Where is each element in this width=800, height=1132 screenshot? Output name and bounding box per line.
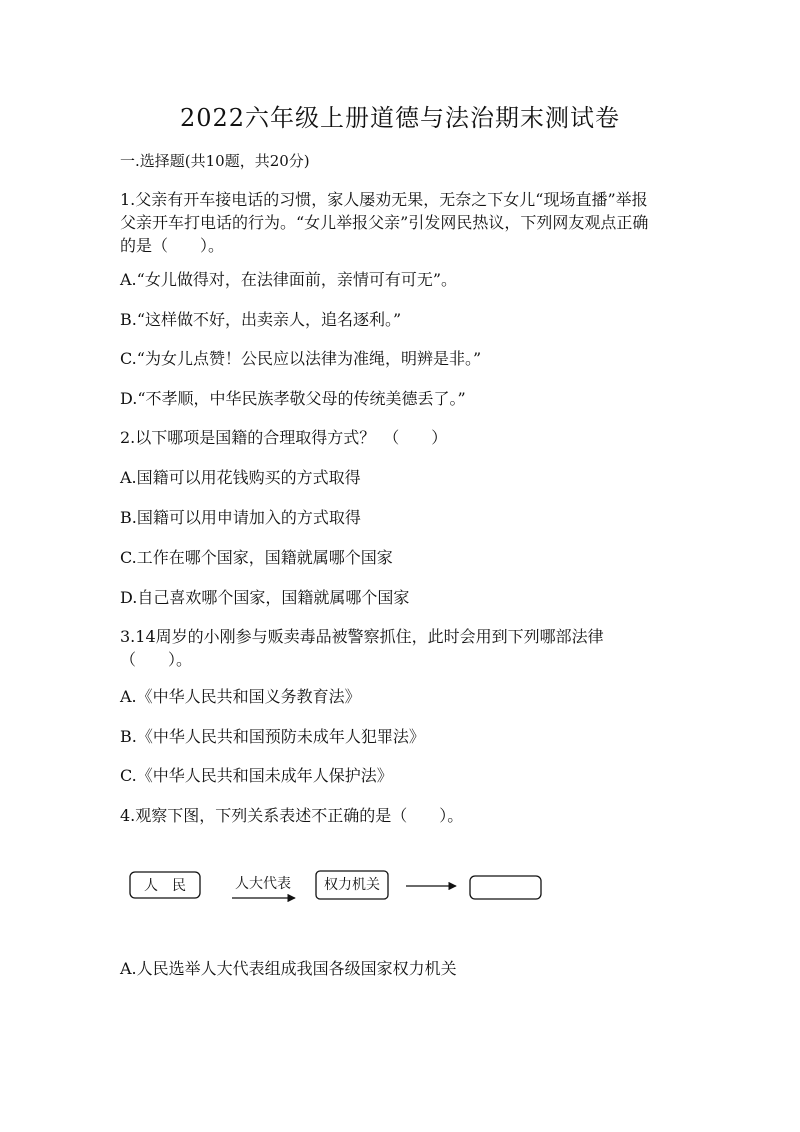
question-1-option-b: B.“这样做不好，出卖亲人，追名逐利。” [120,310,402,329]
npc-deputies-label: 人大代表 [235,876,291,892]
question-3-option-b: B.《中华人民共和国预防未成年人犯罪法》 [120,727,425,746]
page-title: 2022六年级上册道德与法治期末测试卷 [179,104,621,132]
question-1-stem [120,188,680,257]
question-2-stem [120,426,680,449]
question-3-stem [120,625,680,671]
question-stem-line: 父亲开车打电话的行为。“女儿举报父亲”引发网民热议，下列网友观点正确 [120,213,649,232]
question-1-option-c: C.“为女儿点赞！公民应以法律为准绳，明辨是非。” [120,349,482,368]
section-heading: 一.选择题(共10题，共20分) [120,152,310,170]
blank-answer-box [470,876,541,899]
question-4-stem [120,804,680,827]
question-3-option-c: C.《中华人民共和国未成年人保护法》 [120,766,393,785]
question-3-option-a: A.《中华人民共和国义务教育法》 [120,687,361,706]
question-stem-line: 的是（ ）。 [120,236,225,255]
question-4-option-a: A.人民选举人大代表组成我国各级国家权力机关 [120,959,457,978]
question-stem-line: 4.观察下图，下列关系表述不正确的是（ ）。 [120,806,464,825]
question-2-option-d: D.自己喜欢哪个国家，国籍就属哪个国家 [120,588,410,607]
question-2-option-c: C.工作在哪个国家，国籍就属哪个国家 [120,548,393,567]
question-stem-line: 1.父亲有开车接电话的习惯，家人屡劝无果，无奈之下女儿“现场直播”举报 [120,190,648,209]
authority-organ-label: 权力机关 [324,877,380,893]
people-box-label: 人 民 [144,878,186,894]
question-2-option-b: B.国籍可以用申请加入的方式取得 [120,508,361,527]
question-2-option-a: A.国籍可以用花钱购买的方式取得 [120,468,361,487]
relationship-diagram [118,858,558,918]
question-stem-line: 3.14周岁的小刚参与贩卖毒品被警察抓住，此时会用到下列哪部法律 [120,627,604,646]
question-stem-line: 2.以下哪项是国籍的合理取得方式？ （ ） [120,428,448,447]
question-stem-line: （ ）。 [120,650,193,669]
question-1-option-d: D.“不孝顺，中华民族孝敬父母的传统美德丢了。” [120,389,466,408]
question-1-option-a: A.“女儿做得对，在法律面前，亲情可有可无”。 [120,270,458,289]
